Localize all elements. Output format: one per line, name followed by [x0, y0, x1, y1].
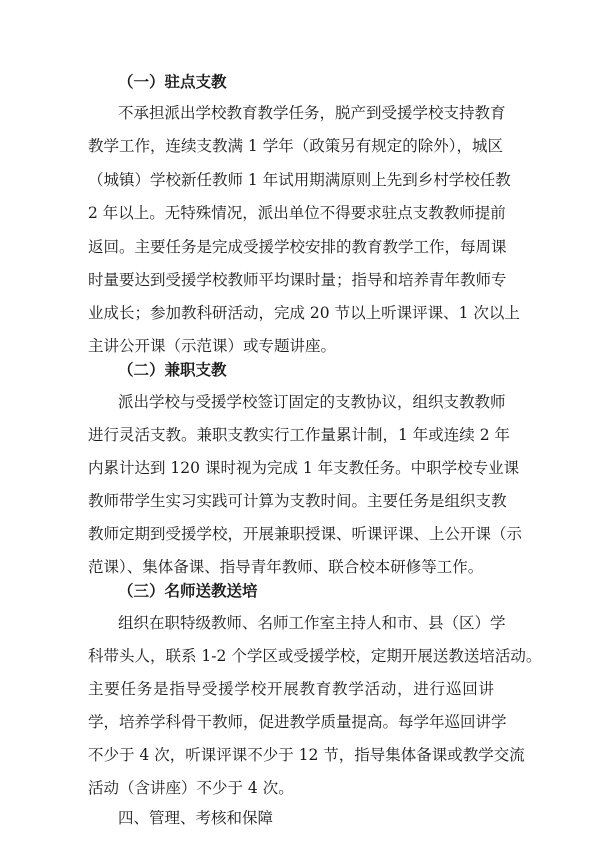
paragraph-line: 活动（含讲座）不少于 4 次。: [88, 779, 294, 797]
paragraph-line: 不少于 4 次，听课评课不少于 12 节，指导集体备课或教学交流: [88, 746, 525, 764]
section-heading-1: （一）驻点支教: [118, 72, 227, 91]
paragraph-line: 进行灵活支教。兼职支教实行工作量累计制，1 年或连续 2 年: [88, 426, 511, 444]
paragraph-line: 派出学校与受援学校签订固定的支教协议，组织支教教师: [118, 393, 506, 411]
paragraph-line: 科带头人，联系 1-2 个学区或受援学校，定期开展送教送培活动。: [88, 647, 542, 665]
paragraph-line: 时量要达到受援学校教师平均课时量；指导和培养青年教师专: [88, 271, 507, 289]
paragraph-line: 主要任务是指导受援学校开展教育教学活动，进行巡回讲: [88, 680, 494, 698]
paragraph-line: 教师带学生实习实践可计算为支教时间。主要任务是组织支教: [88, 492, 507, 510]
paragraph-line: 教师定期到受援学校，开展兼职授课、听课评课、上公开课（示: [88, 525, 523, 543]
paragraph-line: 主讲公开课（示范课）或专题讲座。: [88, 337, 337, 355]
paragraph-line: 不承担派出学校教育教学任务，脱产到受援学校支持教育: [118, 104, 506, 122]
paragraph-line: 教学工作，连续支教满 1 学年（政策另有规定的除外），城区: [88, 137, 503, 155]
paragraph-line: （城镇）学校新任教师 1 年试用期满原则上先到乡村学校任教: [88, 171, 511, 189]
paragraph-line: 2 年以上。无特殊情况，派出单位不得要求驻点支教教师提前: [88, 204, 506, 222]
paragraph-line: 内累计达到 120 课时视为完成 1 年支教任务。中职学校专业课: [88, 459, 520, 477]
section-heading-4: 四、管理、考核和保障: [118, 809, 274, 827]
section-heading-2: （二）兼职支教: [118, 360, 227, 379]
paragraph-line: 组织在职特级教师、名师工作室主持人和市、县（区）学: [118, 614, 506, 632]
paragraph-line: 返回。主要任务是完成受援学校安排的教育教学工作，每周课: [88, 238, 507, 256]
section-heading-3: （三）名师送教送培: [118, 581, 258, 600]
paragraph-line: 学，培养学科骨干教师，促进教学质量提高。每学年巡回讲学: [88, 713, 507, 731]
paragraph-line: 范课）、集体备课、指导青年教师、联合校本研修等工作。: [88, 558, 484, 576]
paragraph-line: 业成长；参加教科研活动，完成 20 节以上听课评课、1 次以上: [88, 304, 520, 322]
